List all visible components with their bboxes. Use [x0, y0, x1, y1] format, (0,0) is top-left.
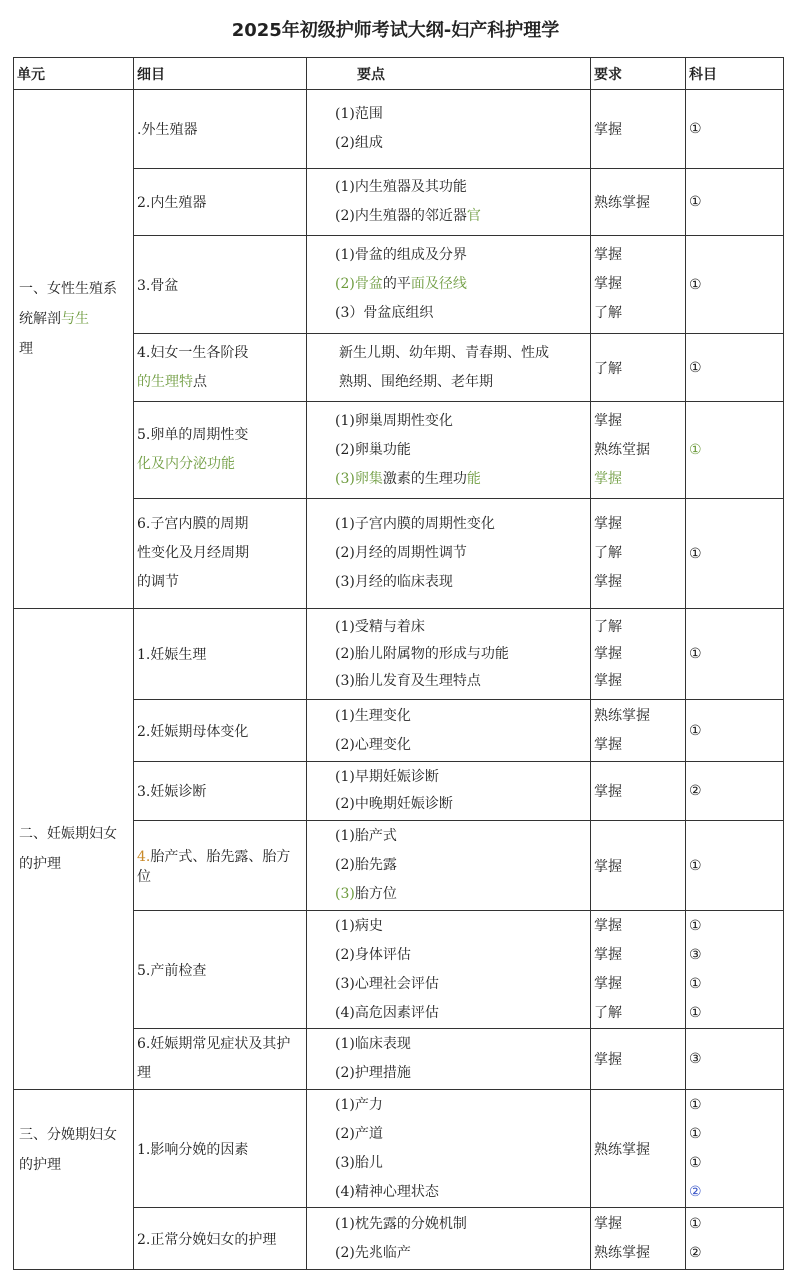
detail-cell: 3.骨盆 [134, 236, 307, 334]
unit-cell: 三、分娩期妇女 的护理 [14, 1090, 134, 1270]
points-cell: (1)卵巢周期性变化 (2)卵巢功能 (3)卵集激素的生理功能 [307, 402, 591, 499]
points-cell: (1)枕先露的分娩机制 (2)先兆临产 [307, 1208, 591, 1270]
requirement-cell: 熟练掌握 掌握 [591, 700, 686, 762]
subject-cell: ① [686, 402, 784, 499]
detail-cell: 1.影响分娩的因素 [134, 1090, 307, 1208]
detail-cell: .外生殖器 [134, 90, 307, 169]
subject-cell: ① [686, 169, 784, 236]
header-requirement: 要求 [591, 58, 686, 90]
requirement-cell: 掌握 熟练掌握 [591, 1208, 686, 1270]
table-row [14, 90, 784, 169]
requirement-cell: 熟练掌握 [591, 1090, 686, 1208]
unit-cell: 二、妊娠期妇女 的护理 [14, 609, 134, 1090]
subject-cell: ③ [686, 1029, 784, 1090]
points-cell: (1)胎产式 (2)胎先露 (3)胎方位 [307, 821, 591, 911]
subject-cell: ① [686, 236, 784, 334]
subject-cell: ② [686, 762, 784, 821]
subject-cell: ① [686, 821, 784, 911]
detail-cell: 2.正常分娩妇女的护理 [134, 1208, 307, 1270]
header-row [14, 58, 784, 90]
points-cell: (1)骨盆的组成及分界 (2)骨盆的平面及径线 (3）骨盆底组织 [307, 236, 591, 334]
subject-cell: ① [686, 609, 784, 700]
detail-cell: 5.卵单的周期性变 化及内分泌功能 [134, 402, 307, 499]
header-unit: 单元 [14, 58, 134, 90]
subject-cell: ① [686, 90, 784, 169]
subject-cell: ① ① ① ② [686, 1090, 784, 1208]
requirement-cell: 熟练掌握 [591, 169, 686, 236]
subject-cell: ① [686, 700, 784, 762]
points-cell: (1)子宫内膜的周期性变化 (2)月经的周期性调节 (3)月经的临床表现 [307, 499, 591, 609]
requirement-cell: 了解 掌握 掌握 [591, 609, 686, 700]
detail-cell: 4.妇女一生各阶段 的生理特点 [134, 334, 307, 402]
requirement-cell: 掌握 掌握 掌握 了解 [591, 911, 686, 1029]
page-title: 2025年初级护师考试大纲-妇产科护理学 [231, 20, 560, 41]
points-cell: (1)受精与着床 (2)胎儿附属物的形成与功能 (3)胎儿发育及生理特点 [307, 609, 591, 700]
points-cell: (1)内生殖器及其功能 (2)内生殖器的邻近器官 [307, 169, 591, 236]
unit-cell: 一、女性生殖系统解剖与生 理 [14, 90, 134, 609]
points-cell: 新生儿期、幼年期、青春期、性成 熟期、围绝经期、老年期 [307, 334, 591, 402]
table-row [14, 1090, 784, 1208]
table-row [14, 609, 784, 700]
header-subject: 科目 [686, 58, 784, 90]
requirement-cell: 掌握 [591, 90, 686, 169]
points-cell: (1)生理变化 (2)心理变化 [307, 700, 591, 762]
requirement-cell: 掌握 [591, 1029, 686, 1090]
requirement-cell: 掌握 掌握 了解 [591, 236, 686, 334]
points-cell: (1)临床表现 (2)护理措施 [307, 1029, 591, 1090]
requirement-cell: 掌握 熟练堂据 掌握 [591, 402, 686, 499]
header-points: 要点 [307, 58, 591, 90]
points-cell: (1)产力 (2)产道 (3)胎儿 (4)精神心理状态 [307, 1090, 591, 1208]
subject-cell: ① ③ ① ① [686, 911, 784, 1029]
detail-cell: 3.妊娠诊断 [134, 762, 307, 821]
detail-cell: 6.子宫内膜的周期 性变化及月经周期 的调节 [134, 499, 307, 609]
header-detail: 细目 [134, 58, 307, 90]
points-cell: (1)早期妊娠诊断 (2)中晚期妊娠诊断 [307, 762, 591, 821]
requirement-cell: 了解 [591, 334, 686, 402]
detail-cell: 4.胎产式、胎先露、胎方位 [134, 821, 307, 911]
points-cell: (1)病史 (2)身体评估 (3)心理社会评估 (4)高危因素评估 [307, 911, 591, 1029]
points-cell: (1)范围 (2)组成 [307, 90, 591, 169]
subject-cell: ① ② [686, 1208, 784, 1270]
detail-cell: 2.内生殖器 [134, 169, 307, 236]
requirement-cell: 掌握 [591, 821, 686, 911]
subject-cell: ① [686, 334, 784, 402]
detail-cell: 5.产前检查 [134, 911, 307, 1029]
syllabus-table [13, 57, 784, 1270]
detail-cell: 6.妊娠期常见症状及其护 理 [134, 1029, 307, 1090]
requirement-cell: 掌握 了解 掌握 [591, 499, 686, 609]
detail-cell: 2.妊娠期母体变化 [134, 700, 307, 762]
subject-cell: ① [686, 499, 784, 609]
requirement-cell: 掌握 [591, 762, 686, 821]
detail-cell: 1.妊娠生理 [134, 609, 307, 700]
